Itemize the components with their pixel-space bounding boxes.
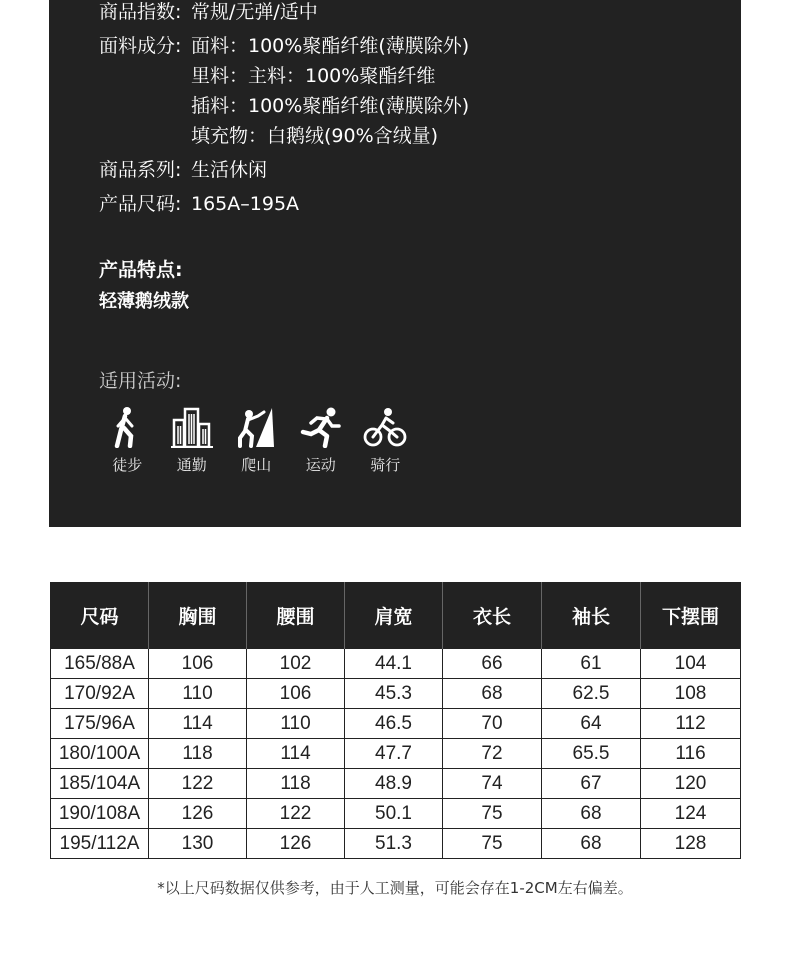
- activity-item: [224, 406, 289, 475]
- commute-buildings-icon: [170, 406, 214, 448]
- header-hem: 下摆围: [641, 582, 741, 649]
- spec-index-key: 商品指数:: [99, 1, 182, 23]
- product-info-panel: [49, 0, 741, 527]
- table-cell: 66: [443, 649, 542, 679]
- table-row: [51, 829, 741, 859]
- header-size: 尺码: [51, 582, 149, 649]
- activities-list: [95, 406, 418, 475]
- table-cell: 108: [641, 679, 741, 709]
- cycling-icon: [363, 406, 407, 448]
- table-cell: 74: [443, 769, 542, 799]
- table-cell: 110: [247, 709, 345, 739]
- walking-icon: [105, 406, 149, 448]
- spec-series-value: 生活休闲: [191, 159, 268, 181]
- spec-series: [99, 158, 267, 182]
- table-cell: 51.3: [345, 829, 443, 859]
- features-title: 产品特点:: [99, 259, 183, 281]
- table-header-row: [51, 582, 741, 649]
- table-cell: 45.3: [345, 679, 443, 709]
- table-row: [51, 649, 741, 679]
- table-cell: 130: [149, 829, 247, 859]
- table-cell: 104: [641, 649, 741, 679]
- table-cell: 116: [641, 739, 741, 769]
- activity-item: [95, 406, 160, 475]
- table-cell: 185/104A: [51, 769, 149, 799]
- table-cell: 190/108A: [51, 799, 149, 829]
- header-sleeve: 袖长: [542, 582, 641, 649]
- table-cell: 106: [247, 679, 345, 709]
- table-cell: 114: [149, 709, 247, 739]
- header-length: 衣长: [443, 582, 542, 649]
- table-cell: 126: [247, 829, 345, 859]
- spec-fabric-line: 里料：主料：100%聚酯纤维: [191, 65, 436, 87]
- table-cell: 70: [443, 709, 542, 739]
- spec-fabric-key: 面料成分:: [99, 35, 182, 57]
- table-cell: 68: [542, 799, 641, 829]
- table-cell: 112: [641, 709, 741, 739]
- features-text: 轻薄鹅绒款: [99, 291, 189, 312]
- table-cell: 62.5: [542, 679, 641, 709]
- table-cell: 106: [149, 649, 247, 679]
- table-cell: 118: [149, 739, 247, 769]
- table-cell: 75: [443, 799, 542, 829]
- activity-item: [289, 406, 354, 475]
- running-icon: [299, 406, 343, 448]
- table-cell: 50.1: [345, 799, 443, 829]
- table-cell: 75: [443, 829, 542, 859]
- table-cell: 124: [641, 799, 741, 829]
- spec-series-key: 商品系列:: [99, 159, 182, 181]
- table-cell: 118: [247, 769, 345, 799]
- spec-size: [99, 192, 299, 216]
- size-chart-table: [50, 582, 741, 859]
- table-row: [51, 709, 741, 739]
- spec-fabric-line: 插料：100%聚酯纤维(薄膜除外): [191, 95, 470, 117]
- table-cell: 170/92A: [51, 679, 149, 709]
- table-cell: 67: [542, 769, 641, 799]
- activity-label: 爬山: [241, 456, 272, 474]
- table-row: [51, 679, 741, 709]
- activity-label: 骑行: [370, 456, 401, 474]
- table-row: [51, 799, 741, 829]
- table-cell: 47.7: [345, 739, 443, 769]
- header-waist: 腰围: [247, 582, 345, 649]
- table-cell: 44.1: [345, 649, 443, 679]
- table-cell: 120: [641, 769, 741, 799]
- table-cell: 126: [149, 799, 247, 829]
- activity-item: [353, 406, 418, 475]
- table-cell: 61: [542, 649, 641, 679]
- table-cell: 180/100A: [51, 739, 149, 769]
- activities-title: 适用活动:: [99, 370, 182, 392]
- table-row: [51, 739, 741, 769]
- table-cell: 102: [247, 649, 345, 679]
- table-cell: 175/96A: [51, 709, 149, 739]
- spec-fabric: [99, 34, 469, 58]
- activity-label: 运动: [305, 456, 336, 474]
- table-row: [51, 769, 741, 799]
- header-chest: 胸围: [149, 582, 247, 649]
- spec-index: [99, 0, 318, 24]
- table-cell: 114: [247, 739, 345, 769]
- table-cell: 64: [542, 709, 641, 739]
- table-cell: 110: [149, 679, 247, 709]
- measurement-note: *以上尺码数据仅供参考，由于人工测量，可能会存在1-2CM左右偏差。: [157, 879, 633, 897]
- activity-label: 徒步: [112, 456, 143, 474]
- table-cell: 128: [641, 829, 741, 859]
- activity-item: [160, 406, 225, 475]
- table-cell: 48.9: [345, 769, 443, 799]
- table-cell: 122: [149, 769, 247, 799]
- spec-index-value: 常规/无弹/适中: [191, 1, 318, 23]
- table-cell: 46.5: [345, 709, 443, 739]
- table-cell: 122: [247, 799, 345, 829]
- spec-size-key: 产品尺码:: [99, 193, 182, 215]
- header-shoulder: 肩宽: [345, 582, 443, 649]
- table-cell: 68: [443, 679, 542, 709]
- table-cell: 65.5: [542, 739, 641, 769]
- climbing-icon: [234, 406, 278, 448]
- table-cell: 165/88A: [51, 649, 149, 679]
- table-cell: 72: [443, 739, 542, 769]
- spec-fabric-line: 面料：100%聚酯纤维(薄膜除外): [191, 35, 470, 57]
- activity-label: 通勤: [176, 456, 207, 474]
- table-cell: 195/112A: [51, 829, 149, 859]
- spec-fabric-line: 填充物：白鹅绒(90%含绒量): [191, 125, 439, 147]
- spec-size-value: 165A–195A: [191, 193, 300, 215]
- table-cell: 68: [542, 829, 641, 859]
